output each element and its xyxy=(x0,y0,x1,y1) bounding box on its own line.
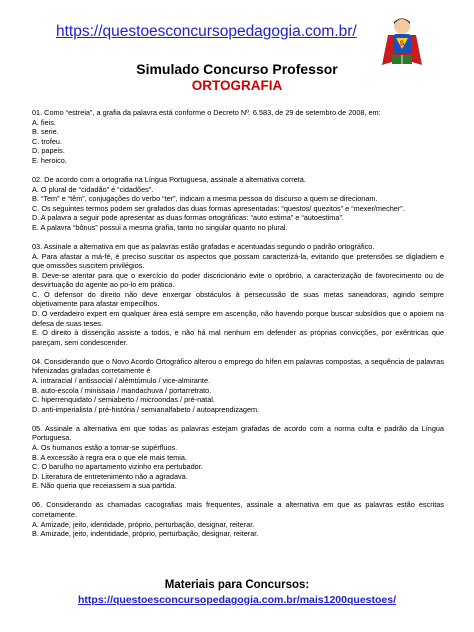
document-subtitle: ORTOGRAFIA xyxy=(191,78,283,93)
question-block xyxy=(32,500,444,538)
answer-option: D. anti-imperialista / pré-história / semianalfabeto / autoaprendizagem. xyxy=(32,404,260,414)
footer-link[interactable]: https://questoesconcursopedagogia.com.br/mais1200questoes/ xyxy=(78,594,396,606)
answer-option: E. O direito à dissenção assiste a todos, e não há mal nenhum em defender as próprias convicções, por exêntricas que pareçam, sem condescender. xyxy=(32,328,444,347)
answer-option: C. hiperrenquidato / semiaberto / microondas / pré-natal. xyxy=(32,395,215,405)
question-block xyxy=(32,424,444,491)
question-stem: 06. Considerando as chamadas cacografias mais frequentes, assinale a alternativa em que as palavras estão escritas corretamente. xyxy=(32,500,444,519)
answer-option: C. trofeu. xyxy=(32,136,63,146)
site-link[interactable]: https://questoesconcursopedagogia.com.br/ xyxy=(56,23,357,40)
question-block xyxy=(32,175,444,233)
question-block xyxy=(32,108,444,166)
question-block xyxy=(32,242,444,348)
answer-option: C. O barulho no apartamento vizinho era pertubador. xyxy=(32,462,203,472)
answer-option: A. Amizade, jeito, identidade, próprio, perturbação, designar, reiterar. xyxy=(32,519,255,529)
answer-option: C. O defensor do direito não deve enxergar obstáculos à persecussão de suas metas saneadoras, agindo sempre objetivamente para afastar empecilhos. xyxy=(32,289,444,309)
answer-option: D. O verdadeiro expert em qualquer área está sempre em ascenção, não havendo porque buscar subsídios que o apoiem na defesa de suas teses. xyxy=(32,309,444,328)
footer-title: Materiais para Concursos: xyxy=(164,579,310,591)
answer-option: B. Amizade, jeito, indentidade, próprio, perturbação, designar, reiterar. xyxy=(32,529,259,539)
questions-list xyxy=(32,108,444,548)
answer-option: D. Literatura de entretenimento não a agradava. xyxy=(32,471,188,481)
answer-option: C. Os seguintes termos podem ser grafados das duas formas apresentadas: “questos/ quezitos” e “mexer/mecher”. xyxy=(32,203,405,213)
logo-letter: S xyxy=(399,40,405,48)
document-title: Simulado Concurso Professor xyxy=(136,61,338,77)
answer-option: B. auto-escola / minissaia / mandachuva / portarretrato. xyxy=(32,385,212,395)
answer-option: B. “Tem” e “têm”, conjugações do verbo “ter”, indicam a mesma pessoa do discurso a quem se direcionam. xyxy=(32,194,378,204)
question-block xyxy=(32,357,444,415)
question-stem: 04. Considerando que o Novo Acordo Ortográfico alterou o emprego do hífen em palavras compostas, a sequência de palavras hifenizadas grafadas corretamente é xyxy=(32,356,444,376)
question-stem: 03. Assinale a alternativa em que as palavras estão grafadas e acentuadas segundo o padrão ortográfico. xyxy=(32,241,375,251)
answer-option: E. heroico. xyxy=(32,155,67,165)
answer-option: B. A excessão à regra era o que ele mais temia. xyxy=(32,452,187,462)
answer-option: A. fieis. xyxy=(32,117,56,127)
answer-option: A. Para afastar a má-fé, é preciso suscitar os aspectos que possam caracterizá-la, evitando que pretensões se digladiem e que omissões suscitem privilégios. xyxy=(32,251,444,271)
answer-option: E. Não queria que receiassem a sua partida. xyxy=(32,481,177,491)
answer-option: B. Deve-se atentar para que o exercício do poder discricionário evite o opróbrio, a caracterização de favorecimento ou de desvirtuação do agente ao po-lo em prática. xyxy=(32,270,444,290)
answer-option: E. A palavra “bônus” possui a mesma grafia, tanto no singular quanto no plural. xyxy=(32,222,288,232)
question-stem: 05. Assinale a alternativa em que todas as palavras estejam grafadas de acordo com a norma culta e padrão da Língua Portuguesa. xyxy=(32,423,444,443)
answer-option: A. Os humanos estão a tornar-se supérfluos. xyxy=(32,442,178,452)
answer-option: A. intraracial / antissocial / alémtúmulo / vice-almirante. xyxy=(32,376,211,386)
answer-option: D. papeis. xyxy=(32,146,65,156)
question-stem: 02. De acordo com a ortografia na Língua Portuguesa, assinale a alternativa correta. xyxy=(32,174,306,184)
answer-option: A. O plural de “cidadão” é “cidadões”. xyxy=(32,184,154,194)
answer-option: D. A palavra a seguir pode apresentar as duas formas ortográficas: “auto estima” e “autoestima”. xyxy=(32,213,344,223)
question-stem: 01. Como “estreia”, a grafia da palavra está conforme o Decreto Nº. 6.583, de 29 de setembro de 2008, em: xyxy=(32,108,381,117)
answer-option: B. serie. xyxy=(32,127,59,137)
